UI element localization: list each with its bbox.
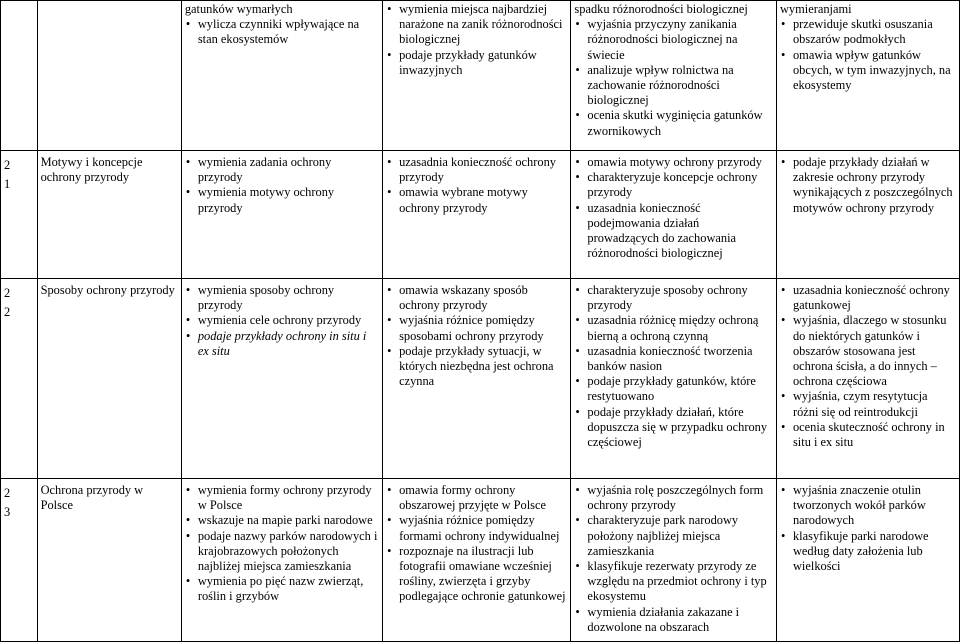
level-very-good-cell bbox=[776, 151, 959, 279]
table-row bbox=[1, 151, 960, 279]
requirement-item: • charakteryzuje koncepcje ochrony przyrody bbox=[574, 170, 773, 200]
requirement-item: • charakteryzuje sposoby ochrony przyrody bbox=[574, 283, 773, 313]
requirement-item: • wyjaśnia, czym resytytucja różni się od reintrodukcji bbox=[780, 389, 956, 419]
topic-cell bbox=[37, 479, 181, 642]
level-very-good-cell bbox=[776, 479, 959, 642]
requirement-item: • wyjaśnia, dlaczego w stosunku do niektórych gatunków i obszarów stosowana jest ochrona ścisła, a do innych – ochrona częściowa bbox=[780, 313, 956, 389]
topic-cell bbox=[37, 151, 181, 279]
level-sufficient-cell bbox=[383, 479, 571, 642]
requirement-item: • wymienia zadania ochrony przyrody bbox=[185, 155, 379, 185]
level-basic-cell bbox=[181, 479, 382, 642]
requirement-item: • wyjaśnia różnice pomiędzy formami ochrony indywidualnej bbox=[386, 513, 567, 543]
requirement-item: • omawia wskazany sposób ochrony przyrody bbox=[386, 283, 567, 313]
level-good-cell bbox=[571, 279, 777, 479]
table-row bbox=[1, 279, 960, 479]
table-row bbox=[1, 1, 960, 151]
requirement-item: • rozpoznaje na ilustracji lub fotografii omawiane wcześniej rośliny, zwierzęta i grzyby podlegające ochronie gatunkowej bbox=[386, 544, 567, 605]
lesson-number-cell bbox=[1, 279, 38, 479]
level-sufficient-cell bbox=[383, 151, 571, 279]
topic-title: Motywy i koncepcje ochrony przyrody bbox=[40, 155, 143, 185]
level-very-good-cell bbox=[776, 279, 959, 479]
requirement-item: • analizuje wpływ rolnictwa na zachowanie różnorodności biologicznej bbox=[574, 63, 773, 109]
requirement-item: • klasyfikuje rezerwaty przyrody ze względu na przedmiot ochrony i typ ekosystemu bbox=[574, 559, 773, 605]
requirement-item: • wymienia cele ochrony przyrody bbox=[185, 313, 379, 328]
requirement-item: • wyjaśnia znaczenie otulin tworzonych wokół parków narodowych bbox=[780, 483, 956, 529]
lesson-number: 2 bbox=[4, 158, 11, 172]
requirement-item: • podaje przykłady działań, które dopuszcza się w przypadku ochrony częściowej bbox=[574, 405, 773, 451]
requirement-item: • uzasadnia różnicę między ochroną bierną a ochroną czynną bbox=[574, 313, 773, 343]
requirement-item: • podaje przykłady gatunków, które restytuowano bbox=[574, 374, 773, 404]
lesson-number: 2 bbox=[4, 305, 11, 319]
topic-title: Ochrona przyrody w Polsce bbox=[40, 483, 144, 513]
table-row bbox=[1, 479, 960, 642]
lesson-number: 1 bbox=[4, 177, 11, 191]
lesson-number: 3 bbox=[4, 505, 11, 519]
requirement-item: • uzasadnia konieczność podejmowania działań prowadzących do zachowania różnorodności biologicznej bbox=[574, 201, 773, 262]
level-basic-cell bbox=[181, 279, 382, 479]
requirement-item: • wylicza czynniki wpływające na stan ekosystemów bbox=[185, 17, 379, 47]
continued-text: spadku różnorodności biologicznej bbox=[574, 2, 748, 16]
requirement-item: • omawia wpływ gatunków obcych, w tym inwazyjnych, na ekosystemy bbox=[780, 48, 956, 94]
requirement-item: • charakteryzuje park narodowy położony najbliżej miejsca zamieszkania bbox=[574, 513, 773, 559]
level-good-cell bbox=[571, 479, 777, 642]
lesson-number-cell bbox=[1, 1, 38, 151]
requirement-item: • przewiduje skutki osuszania obszarów podmokłych bbox=[780, 17, 956, 47]
requirement-item: • wymienia sposoby ochrony przyrody bbox=[185, 283, 379, 313]
requirement-item: • podaje przykłady gatunków inwazyjnych bbox=[386, 48, 567, 78]
requirement-item: • uzasadnia konieczność tworzenia banków nasion bbox=[574, 344, 773, 374]
lesson-number-cell bbox=[1, 479, 38, 642]
topic-cell bbox=[37, 279, 181, 479]
requirement-item: • wymienia motywy ochrony przyrody bbox=[185, 185, 379, 215]
requirement-item: • omawia motywy ochrony przyrody bbox=[574, 155, 773, 170]
topic-title: Sposoby ochrony przyrody bbox=[40, 283, 175, 297]
level-good-cell bbox=[571, 151, 777, 279]
requirement-item: • uzasadnia konieczność ochrony gatunkowej bbox=[780, 283, 956, 313]
requirement-item: • wymienia miejsca najbardziej narażone na zanik różnorodności biologicznej bbox=[386, 2, 567, 48]
requirement-item: • podaje przykłady działań w zakresie ochrony przyrody wynikających z poszczególnych motywów ochrony przyrody bbox=[780, 155, 956, 216]
level-good-cell bbox=[571, 1, 777, 151]
requirement-item: • wymienia po pięć nazw zwierząt, roślin i grzybów bbox=[185, 574, 379, 604]
requirement-item: • wyjaśnia różnice pomiędzy sposobami ochrony przyrody bbox=[386, 313, 567, 343]
level-basic-cell bbox=[181, 1, 382, 151]
lesson-number: 2 bbox=[4, 286, 11, 300]
lesson-number: 2 bbox=[4, 486, 11, 500]
requirement-item: • podaje przykłady sytuacji, w których niezbędna jest ochrona czynna bbox=[386, 344, 567, 390]
lesson-number-cell bbox=[1, 151, 38, 279]
requirement-item: • klasyfikuje parki narodowe według daty założenia lub wielkości bbox=[780, 529, 956, 575]
requirement-item: • podaje przykłady ochrony in situ i ex situ bbox=[185, 329, 379, 359]
requirement-item: • wyjaśnia przyczyny zanikania różnorodności biologicznej na świecie bbox=[574, 17, 773, 63]
continued-text: gatunków wymarłych bbox=[184, 2, 293, 16]
requirement-item: • wyjaśnia rolę poszczególnych form ochrony przyrody bbox=[574, 483, 773, 513]
requirement-item: • ocenia skuteczność ochrony in situ i ex situ bbox=[780, 420, 956, 450]
requirement-item: • omawia formy ochrony obszarowej przyjęte w Polsce bbox=[386, 483, 567, 513]
level-sufficient-cell bbox=[383, 1, 571, 151]
continued-text: wymieranjami bbox=[779, 2, 852, 16]
requirement-item: • wskazuje na mapie parki narodowe bbox=[185, 513, 379, 528]
level-very-good-cell bbox=[776, 1, 959, 151]
requirement-item: • uzasadnia konieczność ochrony przyrody bbox=[386, 155, 567, 185]
requirement-item: • ocenia skutki wyginięcia gatunków zwornikowych bbox=[574, 108, 773, 138]
topic-cell bbox=[37, 1, 181, 151]
requirement-item: • wymienia działania zakazane i dozwolone na obszarach bbox=[574, 605, 773, 635]
level-basic-cell bbox=[181, 151, 382, 279]
level-sufficient-cell bbox=[383, 279, 571, 479]
requirement-item: • wymienia formy ochrony przyrody w Polsce bbox=[185, 483, 379, 513]
requirement-item: • omawia wybrane motywy ochrony przyrody bbox=[386, 185, 567, 215]
requirement-item: • podaje nazwy parków narodowych i krajobrazowych położonych najbliżej miejsca zamieszkania bbox=[185, 529, 379, 575]
